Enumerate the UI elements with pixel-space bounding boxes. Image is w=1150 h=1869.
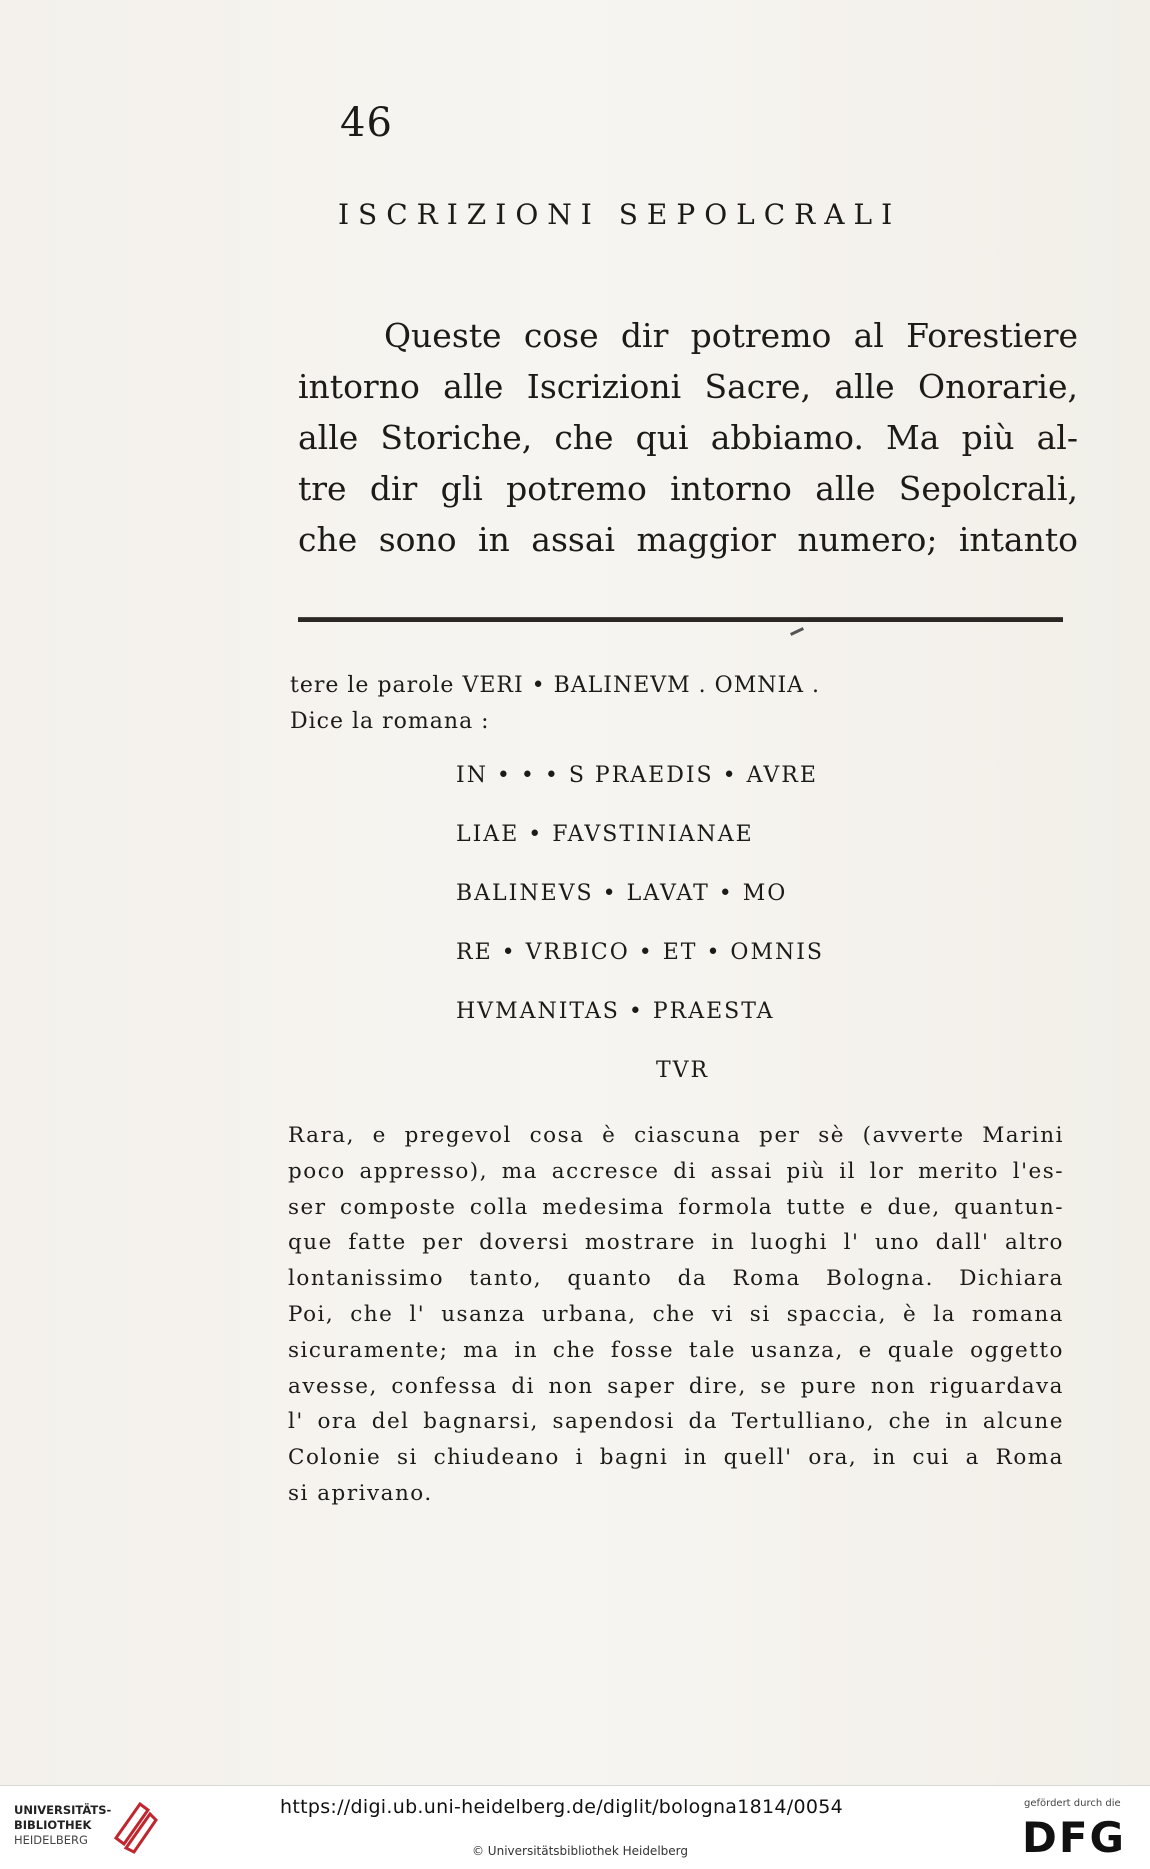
funded-by-label: gefördert durch die [1024, 1798, 1121, 1809]
commentary-paragraph [288, 1118, 1064, 1512]
commentary-line: sicuramente; ma in che fosse tale usanza, e quale oggetto [288, 1337, 1064, 1363]
dfg-logo[interactable]: DFG [1022, 1813, 1127, 1862]
inscription-line: TVR [656, 1058, 710, 1083]
commentary-line: l' ora del bagnarsi, sapendosi da Tertulliano, che in alcune [288, 1409, 1064, 1435]
main-line: intorno alle Iscrizioni Sacre, alle Onorarie, [298, 367, 1078, 406]
inscription-line: RE • VRBICO • ET • OMNIS [456, 940, 824, 965]
commentary-line: Rara, e pregevol cosa è ciascuna per sè (avverte Marini [288, 1123, 1064, 1148]
footnote-line: tere le parole VERI • BALINEVM . OMNIA . [290, 673, 821, 698]
inscription [456, 758, 926, 1112]
commentary-line: Colonie si chiudeano i bagni in quell' ora, in cui a Roma [288, 1445, 1064, 1471]
page-number: 46 [340, 100, 393, 146]
main-line: che sono in assai maggior numero; intanto [298, 520, 1078, 559]
copyright-notice: © Universitätsbibliothek Heidelberg [471, 1844, 688, 1858]
running-head: ISCRIZIONI SEPOLCRALI [338, 198, 902, 231]
section-rule [298, 617, 1063, 622]
main-line: Queste cose dir potremo al Forestiere [384, 316, 1078, 355]
footnote [290, 668, 1060, 740]
inscription-line: LIAE • FAVSTINIANAE [456, 822, 754, 847]
main-line: tre dir gli potremo intorno alle Sepolcrali, [298, 469, 1078, 508]
inscription-line: BALINEVS • LAVAT • MO [456, 881, 788, 906]
library-name[interactable] [14, 1803, 111, 1848]
commentary-line: que fatte per doversi mostrare in luoghi l' uno dall' altro [288, 1230, 1064, 1256]
rule-mark [790, 627, 804, 636]
commentary-line: Poi, che l' usanza urbana, che vi si spaccia, è la romana [288, 1301, 1064, 1327]
library-name-line: UNIVERSITÄTS- [14, 1803, 112, 1817]
library-name-line: BIBLIOTHEK [14, 1818, 92, 1832]
commentary-line: lontanissimo tanto, quanto da Roma Bologna. Dichiara [288, 1266, 1064, 1292]
library-logo-icon[interactable] [112, 1798, 160, 1858]
main-paragraph [298, 310, 1078, 565]
library-name-line: HEIDELBERG [14, 1833, 88, 1847]
permalink-url[interactable]: https://digi.ub.uni-heidelberg.de/diglit/bologna1814/0054 [280, 1796, 844, 1818]
commentary-line: si aprivano. [288, 1480, 433, 1506]
inscription-line: HVMANITAS • PRAESTA [456, 999, 775, 1024]
commentary-line: poco appresso), ma accresce di assai più il lor merito l'es- [288, 1158, 1064, 1184]
inscription-line: IN • • • S PRAEDIS • AVRE [456, 763, 818, 788]
commentary-line: avesse, confessa di non saper dire, se pure non riguardava [288, 1373, 1064, 1399]
commentary-line: ser composte colla medesima formola tutte e due, quantun- [288, 1194, 1064, 1220]
main-line: alle Storiche, che qui abbiamo. Ma più al- [298, 418, 1078, 457]
footnote-line: Dice la romana : [290, 709, 490, 734]
footer-bar [0, 1785, 1150, 1869]
